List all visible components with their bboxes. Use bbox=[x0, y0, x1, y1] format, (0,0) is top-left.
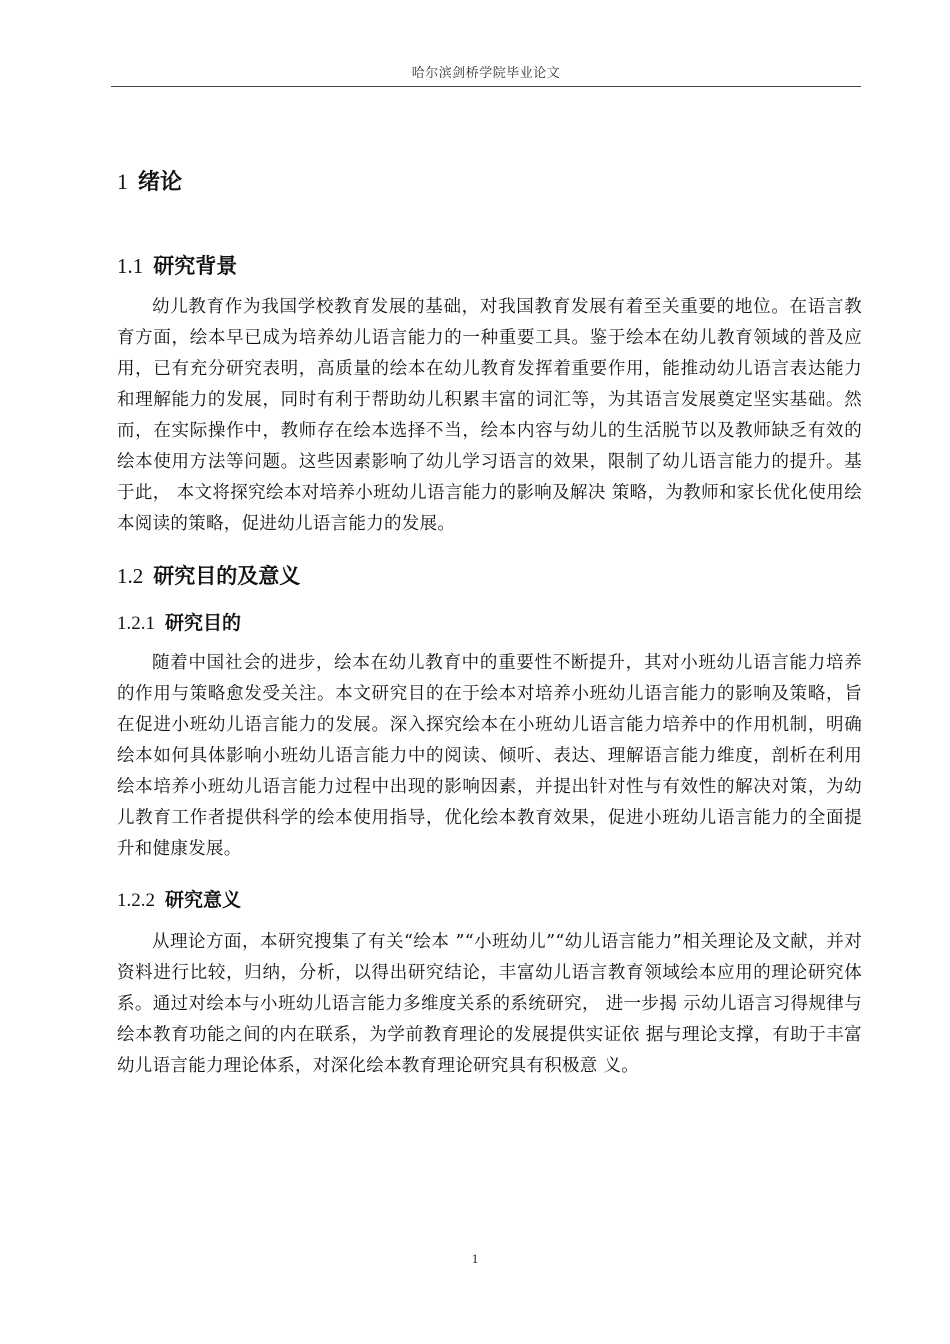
page-header-title: 哈尔滨剑桥学院毕业论文 bbox=[411, 66, 561, 81]
chapter-number: 1 bbox=[117, 169, 128, 194]
section-1-2-2-title: 研究意义 bbox=[165, 889, 242, 911]
section-1-2-1-heading bbox=[117, 608, 241, 635]
section-1-2-1-number: 1.2.1 bbox=[117, 613, 155, 634]
section-1-2-2-heading bbox=[117, 885, 241, 912]
section-1-1-number: 1.1 bbox=[117, 254, 144, 278]
chapter-heading bbox=[117, 165, 182, 196]
section-1-2-number: 1.2 bbox=[117, 564, 144, 588]
section-1-1-title: 研究背景 bbox=[153, 254, 238, 278]
section-1-2-1-title: 研究目的 bbox=[165, 612, 242, 634]
section-1-1-paragraph: 幼儿教育作为我国学校教育发展的基础，对我国教育发展有着至关重要的地位。在语言教育方面，绘本早已成为培养幼儿语言能力的一种重要工具。鉴于绘本在幼儿教育领域的普及应用，已有充分研究表明，高质量的绘本在幼儿教育发挥着重要作用，能推动幼儿语言表达能力和理解能力的发展，同时有利于帮助幼儿积累丰富的词汇等，为其语言发展奠定坚实基础。然而，在实际操作中，教师存在绘本选择不当，绘本内容与幼儿的生活脱节以及教师缺乏有效的绘本使用方法等问题。这些因素影响了幼儿学习语言的效果，限制了幼儿语言能力的提升。基于此， 本文将探究绘本对培养小班幼儿语言能力的影响及解决 策略，为教师和家长优化使用绘本阅读的策略，促进幼儿语言能力的发展。 bbox=[117, 297, 862, 534]
chapter-title: 绪论 bbox=[138, 170, 183, 195]
section-1-2-2-number: 1.2.2 bbox=[117, 890, 155, 911]
page-number: 1 bbox=[471, 1251, 479, 1266]
section-1-2-1-paragraph: 随着中国社会的进步，绘本在幼儿教育中的重要性不断提升，其对小班幼儿语言能力培养的作用与策略愈发受关注。本文研究目的在于绘本对培养小班幼儿语言能力的影响及策略，旨在促进小班幼儿语言能力的发展。深入探究绘本在小班幼儿语言能力培养中的作用机制，明确绘本如何具体影响小班幼儿语言能力中的阅读、倾听、表达、理解语言能力维度，剖析在利用绘本培养小班幼儿语言能力过程中出现的影响因素，并提出针对性与有效性的解决对策，为幼儿教育工作者提供科学的绘本使用指导，优化绘本教育效果，促进小班幼儿语言能力的全面提升和健康发展。 bbox=[117, 653, 862, 859]
header-divider bbox=[111, 86, 861, 87]
section-1-2-title: 研究目的及意义 bbox=[153, 564, 301, 588]
section-1-2-heading bbox=[117, 560, 300, 590]
section-1-1-heading bbox=[117, 250, 237, 280]
section-1-2-2-paragraph: 从理论方面，本研究搜集了有关“绘本 ”“小班幼儿”“幼儿语言能力”相关理论及文献，并对资料进行比较，归纳，分析，以得出研究结论，丰富幼儿语言教育领域绘本应用的理论研究体系。通过对绘本与小班幼儿语言能力多维度关系的系统研究， 进一步揭 示幼儿语言习得规律与绘本教育功能之间的内在联系，为学前教育理论的发展提供实证依 据与理论支撑，有助于丰富幼儿语言能力理论体系，对深化绘本教育理论研究具有积极意 义。 bbox=[117, 932, 862, 1076]
